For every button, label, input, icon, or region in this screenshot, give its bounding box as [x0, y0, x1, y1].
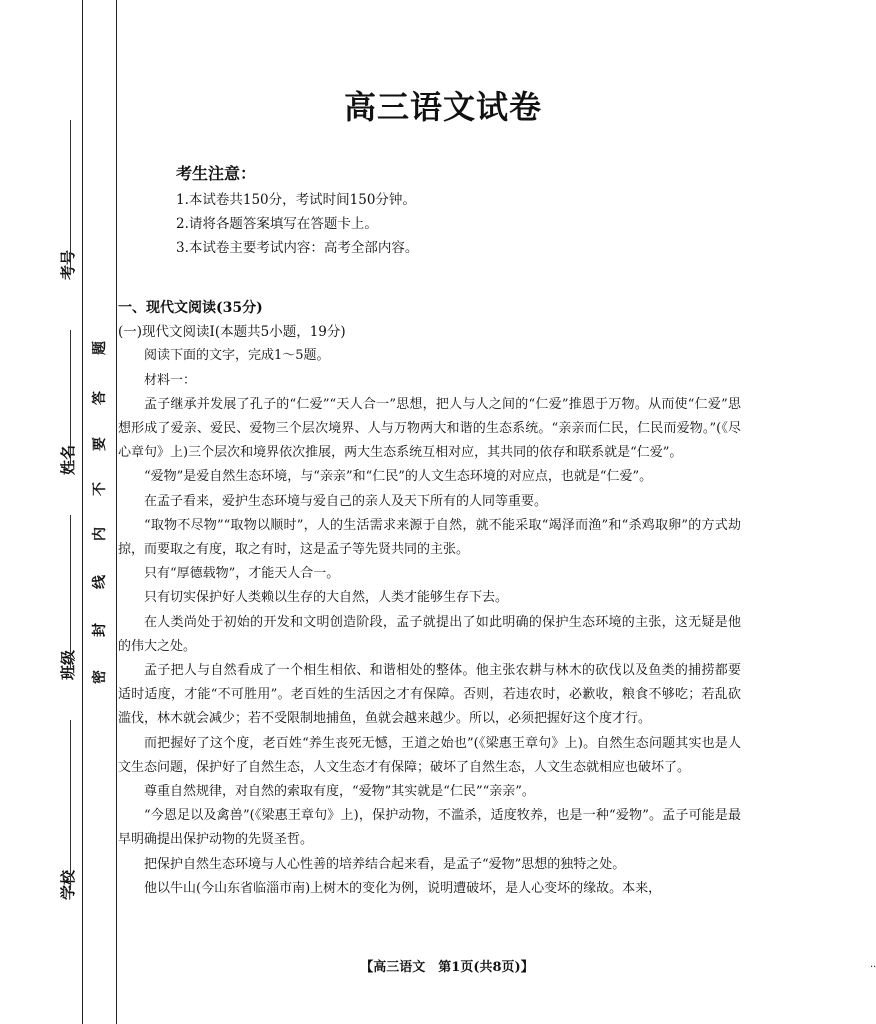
- notice-item: 2.请将各题答案填写在答题卡上。: [176, 216, 378, 232]
- class-blank: [70, 515, 71, 670]
- paragraph: 把保护自然生态环境与人心性善的培养结合起来看，是孟子“爱物”思想的独特之处。: [144, 856, 626, 872]
- seal-warning-char: 不: [92, 482, 108, 496]
- margin-line-right: [116, 0, 117, 1024]
- paragraph: 孟子把人与自然看成了一个相生相依、和谐相处的整体。他主张农耕与林木的砍伐以及鱼类的捕捞都要适时适度，才能“不可胜用”。老百姓的生活因之才有保障。否则，若违农时，必歉收，粮食不够吃；若乱砍滥伐，林木就会减少；若不受限制地捕鱼，鱼就会越来越少。所以，必须把握好这个度才行。: [118, 663, 741, 727]
- sidebar-label-name: 姓名: [59, 444, 77, 475]
- instruction: 阅读下面的文字，完成1～5题。: [144, 348, 330, 364]
- paragraph: “爱物”是爱自然生态环境，与“亲亲”和“仁民”的人文生态环境的对应点，也就是“仁爱”。: [144, 469, 653, 485]
- footer-mark: ··: [870, 962, 876, 973]
- paragraph: 孟子继承并发展了孔子的“仁爱”“天人合一”思想，把人与人之间的“仁爱”推恩于万物。从而使“仁爱”思想形成了爱亲、爱民、爱物三个层次境界、人与万物两大和谐的生态系统。“亲亲而仁民，仁民而爱物。”(《尽心章句》上)三个层次和境界依次推展，两大生态系统互相对应，其共同的依存和联系就是“仁爱”。: [118, 396, 741, 461]
- seal-warning-char: 要: [92, 437, 108, 451]
- paragraph: 他以牛山(今山东省临淄市南)上树木的变化为例，说明遭破坏，是人心变坏的缘故。本来，: [144, 880, 662, 896]
- sidebar-label-class: 班级: [59, 649, 77, 680]
- candidate-notice: [176, 162, 418, 260]
- page-footer: 【高三语文 第1页(共8页)】: [360, 960, 534, 975]
- notice-item: 3.本试卷主要考试内容：高考全部内容。: [176, 240, 419, 256]
- seal-warning-char: 题: [92, 341, 108, 355]
- paragraph: 只有“厚德载物”，才能天人合一。: [144, 566, 340, 582]
- margin-line-left: [82, 0, 83, 1024]
- seal-warning-char: 答: [92, 391, 108, 405]
- section-heading: 一、现代文阅读(35分): [118, 300, 263, 316]
- material-label: 材料一：: [144, 372, 197, 388]
- sidebar-label-school: 学校: [59, 869, 77, 900]
- paragraph: 在孟子看来，爱护生态环境与爱自己的亲人及天下所有的人同等重要。: [144, 493, 548, 509]
- sidebar-label-exam-no: 考号: [59, 249, 77, 280]
- section-subheading: (一)现代文阅读Ⅰ(本题共5小题，19分): [118, 324, 346, 341]
- seal-warning-char: 线: [92, 575, 108, 589]
- school-blank: [70, 720, 71, 890]
- seal-warning-char: 封: [92, 623, 108, 637]
- notice-heading: 考生注意：: [176, 164, 257, 183]
- seal-warning-char: 内: [92, 527, 108, 541]
- reading-section: [118, 296, 741, 901]
- paragraph: 尊重自然规律，对自然的索取有度，“爱物”其实就是“仁民”“亲亲”。: [144, 784, 535, 800]
- paragraph: “今恩足以及禽兽”(《梁惠王章句》上)，保护动物，不滥杀，适度牧养，也是一种“爱物”。孟子可能是最早明确提出保护动物的先贤圣哲。: [118, 808, 741, 848]
- paragraph: “取物不尽物”“取物以顺时”，人的生活需求来源于自然，就不能采取“竭泽而渔”和“杀鸡取卵”的方式劫掠，而要取之有度，取之有时，这是孟子等先贤共同的主张。: [118, 517, 741, 558]
- paragraph: 而把握好了这个度，老百姓“养生丧死无憾，王道之始也”(《梁惠王章句》上)。自然生态问题其实也是人文生态问题，保护好了自然生态，人文生态才有保障；破坏了自然生态，人文生态就相应也破坏了。: [118, 735, 741, 775]
- name-blank: [70, 330, 71, 465]
- paragraph: 在人类尚处于初始的开发和文明创造阶段，孟子就提出了如此明确的保护生态环境的主张，这无疑是他的伟大之处。: [118, 614, 741, 654]
- seal-warning-char: 密: [92, 670, 108, 684]
- notice-item: 1.本试卷共150分，考试时间150分钟。: [176, 192, 416, 208]
- exam-no-blank: [70, 120, 71, 270]
- paragraph: 只有切实保护好人类赖以生存的大自然，人类才能够生存下去。: [144, 590, 509, 606]
- page-title: 高三语文试卷: [344, 88, 543, 126]
